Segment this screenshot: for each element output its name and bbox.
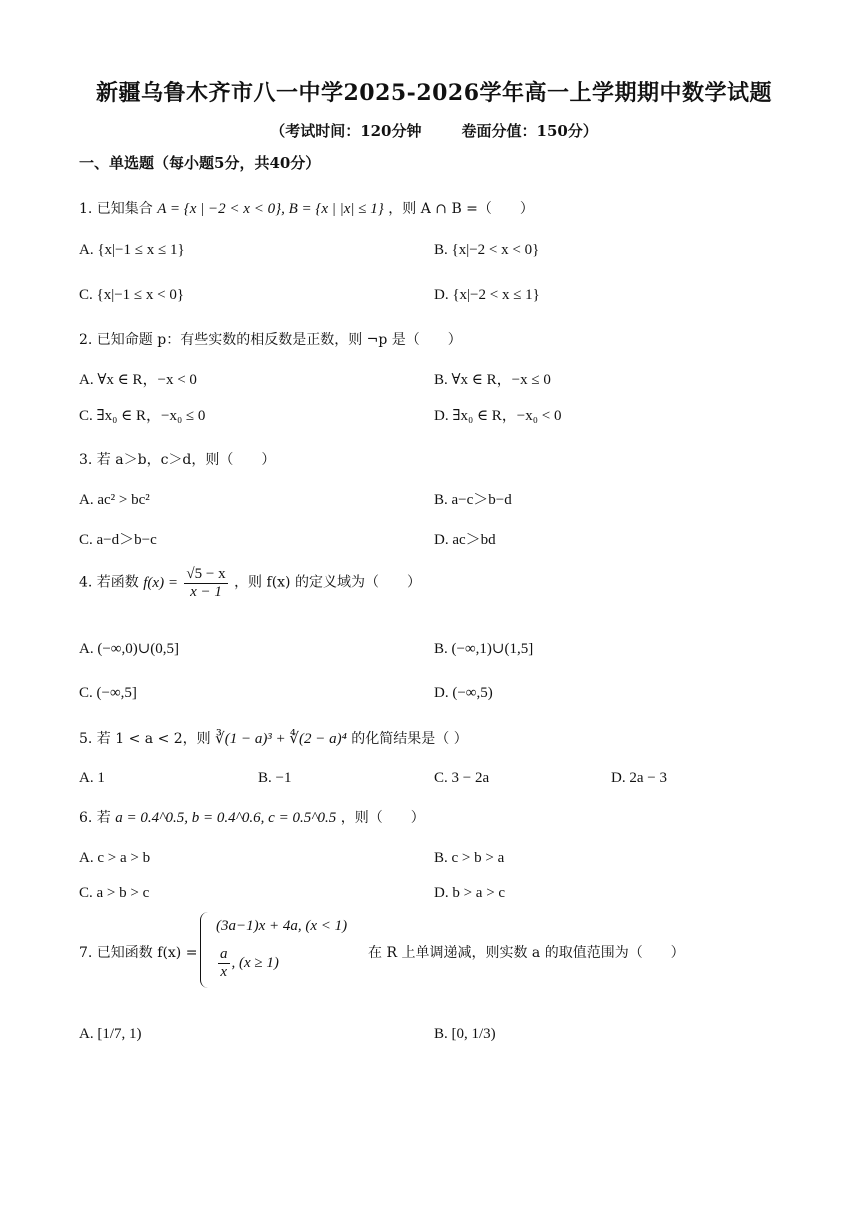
question-7-stem-suffix: 在 R 上单调递减，则实数 a 的取值范围为（ ） [368,945,685,961]
question-5-option-d: D. 2a − 3 [611,770,667,786]
question-4-option-b: B. (−∞,1)∪(1,5] [434,641,534,657]
question-3-option-b: B. a−c＞b−d [434,492,512,508]
exam-score: 卷面分值：150分） [461,122,598,140]
exam-time: （考试时间：120分钟 [270,122,422,140]
question-6-stem: 6. 若 a = 0.4^0.5, b = 0.4^0.6, c = 0.5^0.5 ，则（ ） [79,810,425,826]
section-heading: 一、单选题（每小题5分，共40分） [79,154,321,172]
question-5-option-c: C. 3 − 2a [434,770,490,786]
question-6-option-b: B. c > b > a [434,850,505,866]
question-5-option-a: A. 1 [79,770,105,786]
question-6-option-d: D. b > a > c [434,885,506,901]
question-4-stem: 4. 若函数 f(x) = $\frac{√5 - x}{x - 1}$ ，则 f(x) 的定义域为（ ） [79,566,421,600]
question-2-option-c: C. ∃x₀ ∈ R，−x₀ ≤ 0 [79,408,206,424]
exam-info [0,120,868,141]
question-4-option-d: D. (−∞,5) [434,685,493,701]
question-1-option-c: C. {x|−1 ≤ x < 0} [79,287,185,303]
question-1-stem: 1. 已知集合 A = {x | −2 < x < 0}, B = {x | |x| ≤ 1} ，则 A ∩ B =（ ） [79,201,534,217]
question-5-stem: 5. 若 1 < a < 2，则 ∛(1 − a)³ + ∜(2 − a)⁴ 的化简结果是（ ） [79,731,468,747]
question-2-option-b: B. ∀x ∈ R，−x ≤ 0 [434,372,551,388]
question-5-option-b: B. −1 [258,770,292,786]
piecewise-case-2: $\frac{a}{x}$ , (x ≥ 1) [220,946,279,980]
question-2-stem: 2. 已知命题 p：有些实数的相反数是正数，则 ¬p 是（ ） [79,332,462,348]
question-1-option-d: D. {x|−2 < x ≤ 1} [434,287,540,303]
question-7-stem-prefix: 7. 已知函数 f(x) = [79,945,198,961]
domain-fraction: $\frac{√5 - x}{x - 1}$ [186,566,226,600]
question-1-option-b: B. {x|−2 < x < 0} [434,242,540,258]
question-6-option-c: C. a > b > c [79,885,150,901]
page-title: 新疆乌鲁木齐市八一中学2025-2026学年高一上学期期中数学试题 [95,80,773,106]
question-7-option-b: B. [0, 1/3) [434,1026,496,1042]
piecewise-brace [200,912,209,988]
question-2-option-a: A. ∀x ∈ R，−x < 0 [79,372,197,388]
question-2-option-d: D. ∃x₀ ∈ R，−x₀ < 0 [434,408,562,424]
question-3-option-a: A. ac² > bc² [79,492,150,508]
question-6-option-a: A. c > a > b [79,850,151,866]
question-3-option-c: C. a−d＞b−c [79,532,157,548]
question-4-option-a: A. (−∞,0)∪(0,5] [79,641,180,657]
question-3-stem: 3. 若 a＞b，c＞d，则（ ） [79,452,276,468]
question-3-option-d: D. ac＞bd [434,532,496,548]
question-7-option-a: A. [1/7, 1) [79,1026,142,1042]
question-1-option-a: A. {x|−1 ≤ x ≤ 1} [79,242,185,258]
question-4-option-c: C. (−∞,5] [79,685,137,701]
piecewise-case-1: (3a−1)x + 4a, (x < 1) [216,918,348,934]
